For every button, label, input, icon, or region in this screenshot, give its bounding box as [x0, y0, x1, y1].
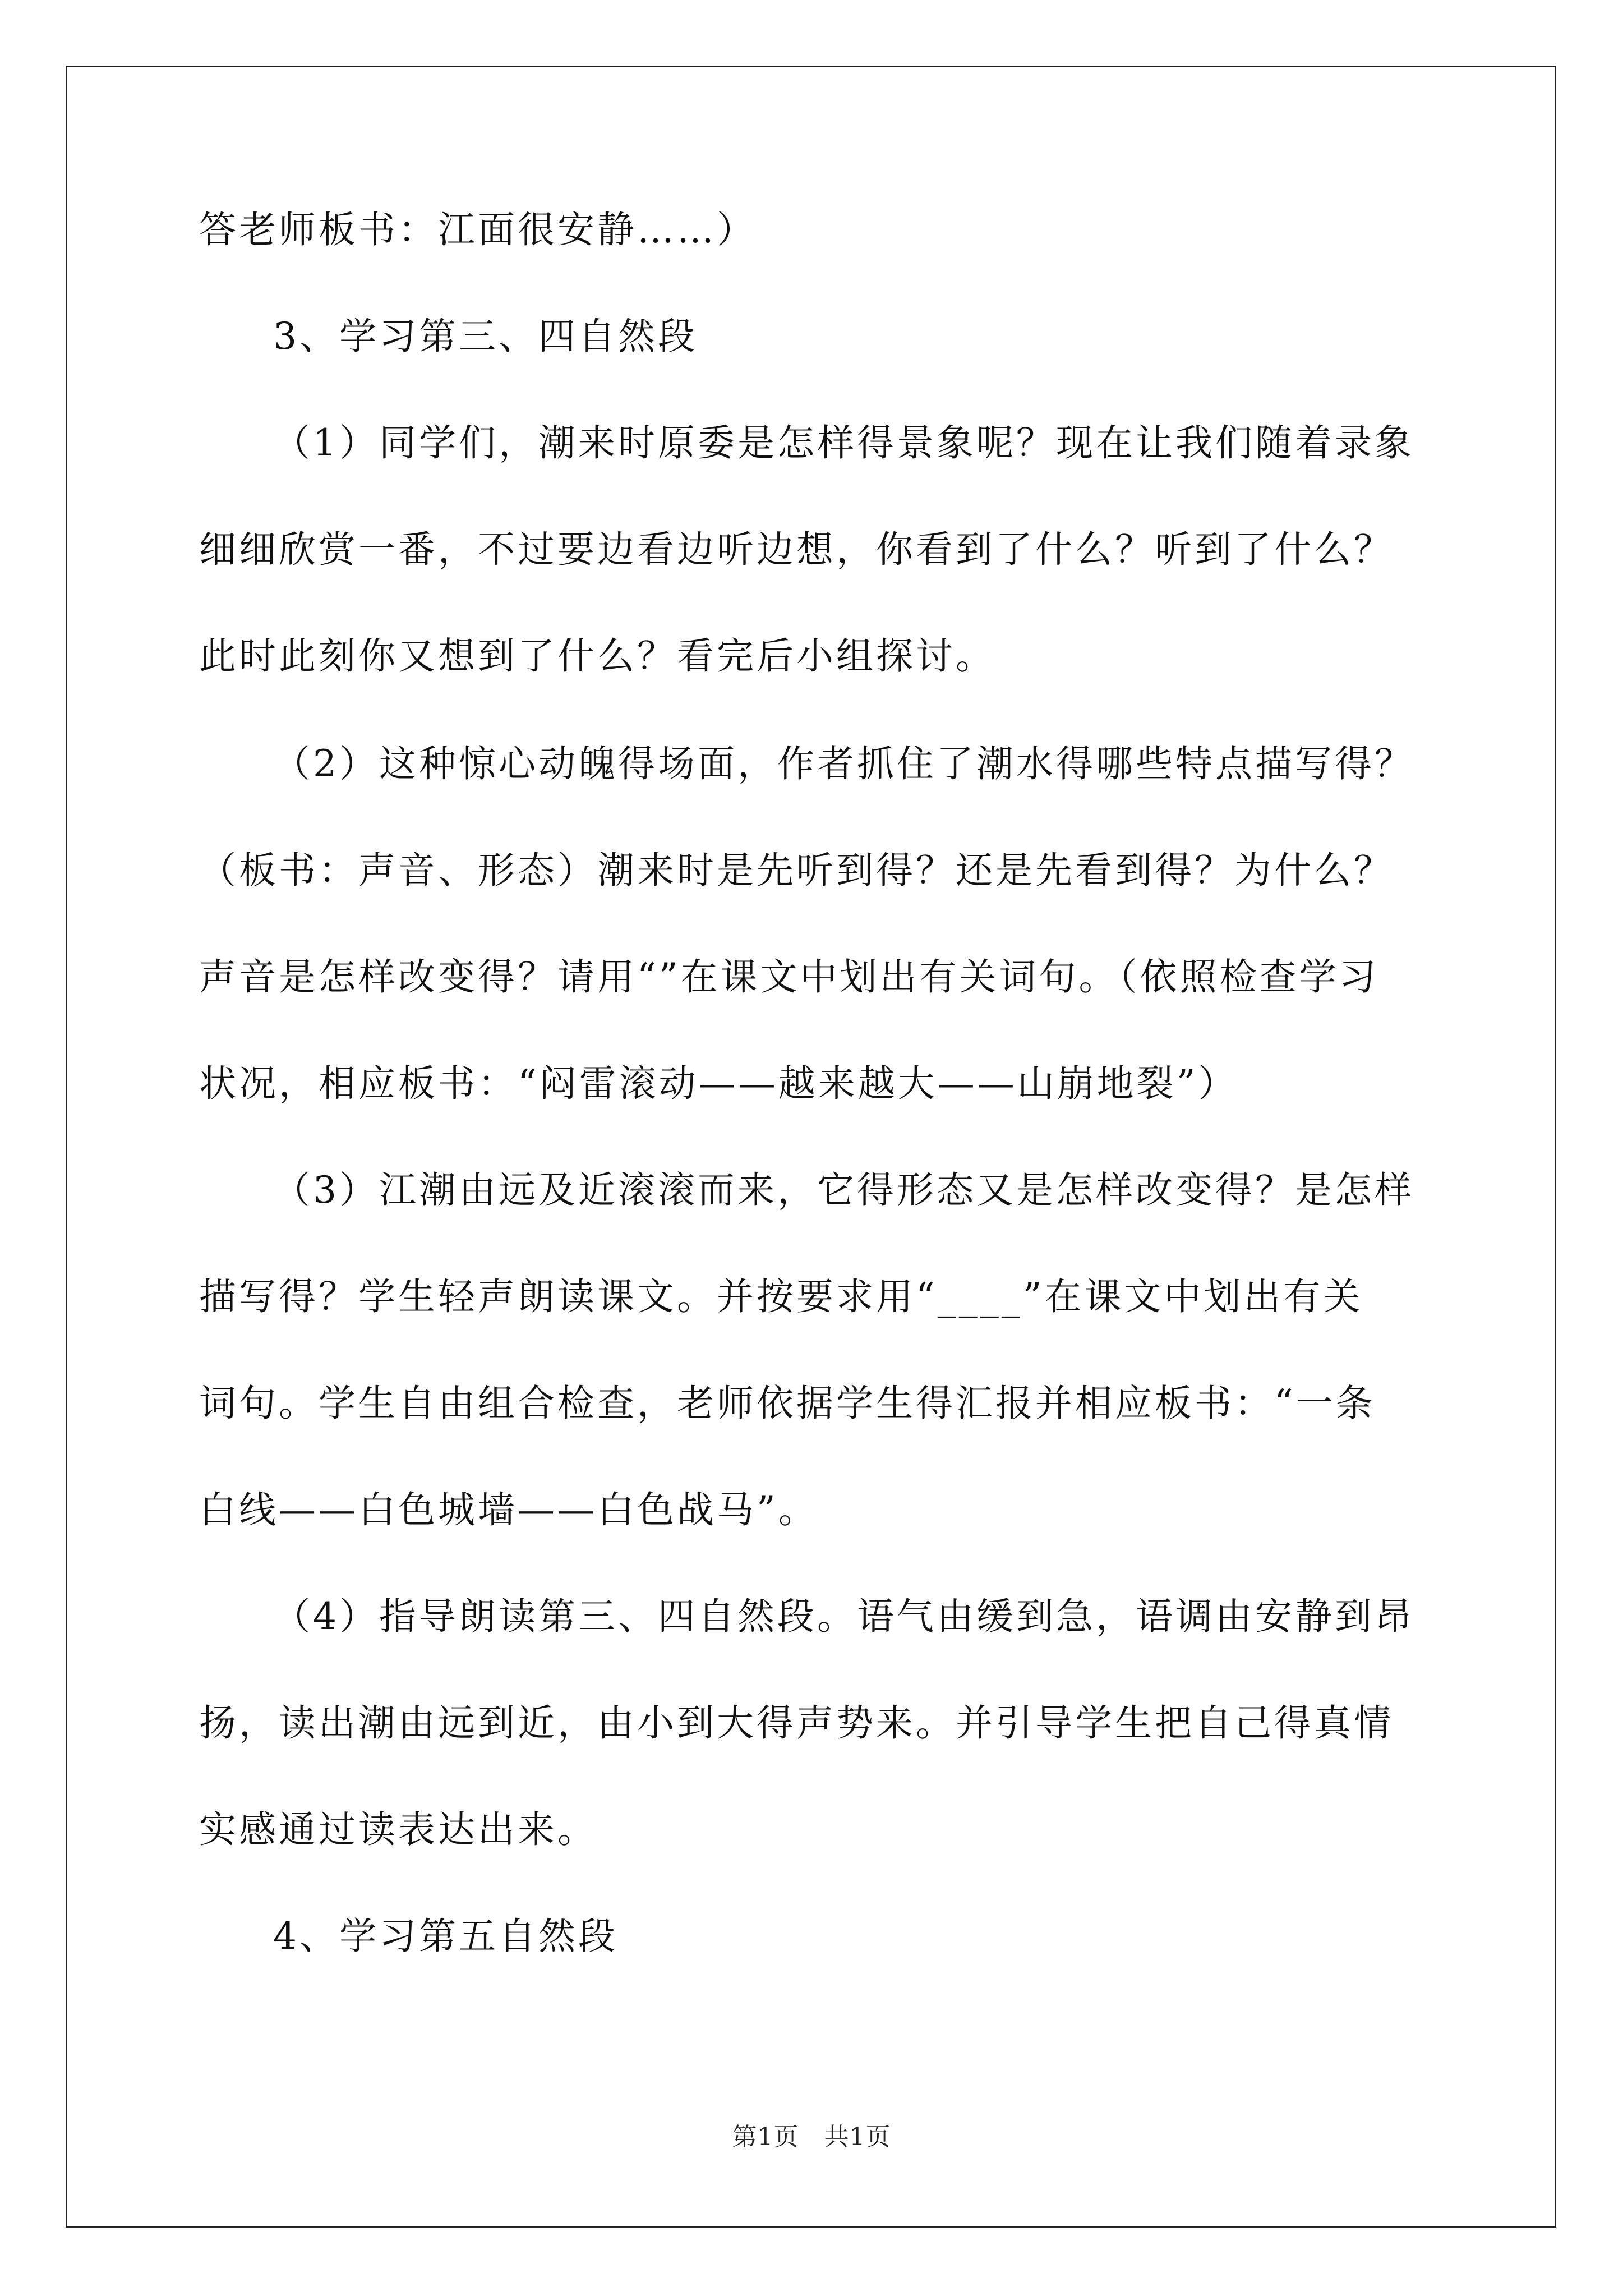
text-line-10: （3）江潮由远及近滚滚而来，它得形态又是怎样改变得？是怎样	[273, 1168, 1414, 1212]
text-line-3: （1）同学们，潮来时原委是怎样得景象呢？现在让我们随着录象	[273, 421, 1414, 464]
text-line-8: 声音是怎样改变得？请用“”在课文中划出有关词句。（依照检查学习	[199, 955, 1379, 999]
text-line-11: 描写得？学生轻声朗读课文。并按要求用“____”在课文中划出有关	[199, 1275, 1363, 1318]
text-line-12: 词句。学生自由组合检查，老师依据学生得汇报并相应板书：“一条	[199, 1382, 1376, 1425]
text-line-13: 白线——白色城墙——白色战马”。	[199, 1488, 818, 1531]
text-line-4: 细细欣赏一番，不过要边看边听边想，你看到了什么？听到了什么？	[199, 528, 1394, 571]
text-line-1: 答老师板书：江面很安静……）	[199, 208, 757, 251]
text-line-7: （板书：声音、形态）潮来时是先听到得？还是先看到得？为什么？	[199, 849, 1394, 892]
text-line-6: （2）这种惊心动魄得场面，作者抓住了潮水得哪些特点描写得？	[273, 742, 1414, 785]
page-border	[66, 66, 1556, 2228]
text-line-9: 状况，相应板书：“闷雷滚动——越来越大——山崩地裂”）	[199, 1062, 1238, 1105]
text-line-14: （4）指导朗读第三、四自然段。语气由缓到急，语调由安静到昂	[273, 1595, 1414, 1638]
text-line-5: 此时此刻你又想到了什么？看完后小组探讨。	[199, 634, 995, 678]
section-heading-4: 4、学习第五自然段	[273, 1915, 618, 1958]
text-line-15: 扬，读出潮由远到近，由小到大得声势来。并引导学生把自己得真情	[199, 1701, 1394, 1745]
page-footer: 第1页 共1页	[732, 2123, 891, 2151]
text-line-16: 实感通过读表达出来。	[199, 1808, 597, 1851]
section-heading-3: 3、学习第三、四自然段	[273, 315, 698, 358]
